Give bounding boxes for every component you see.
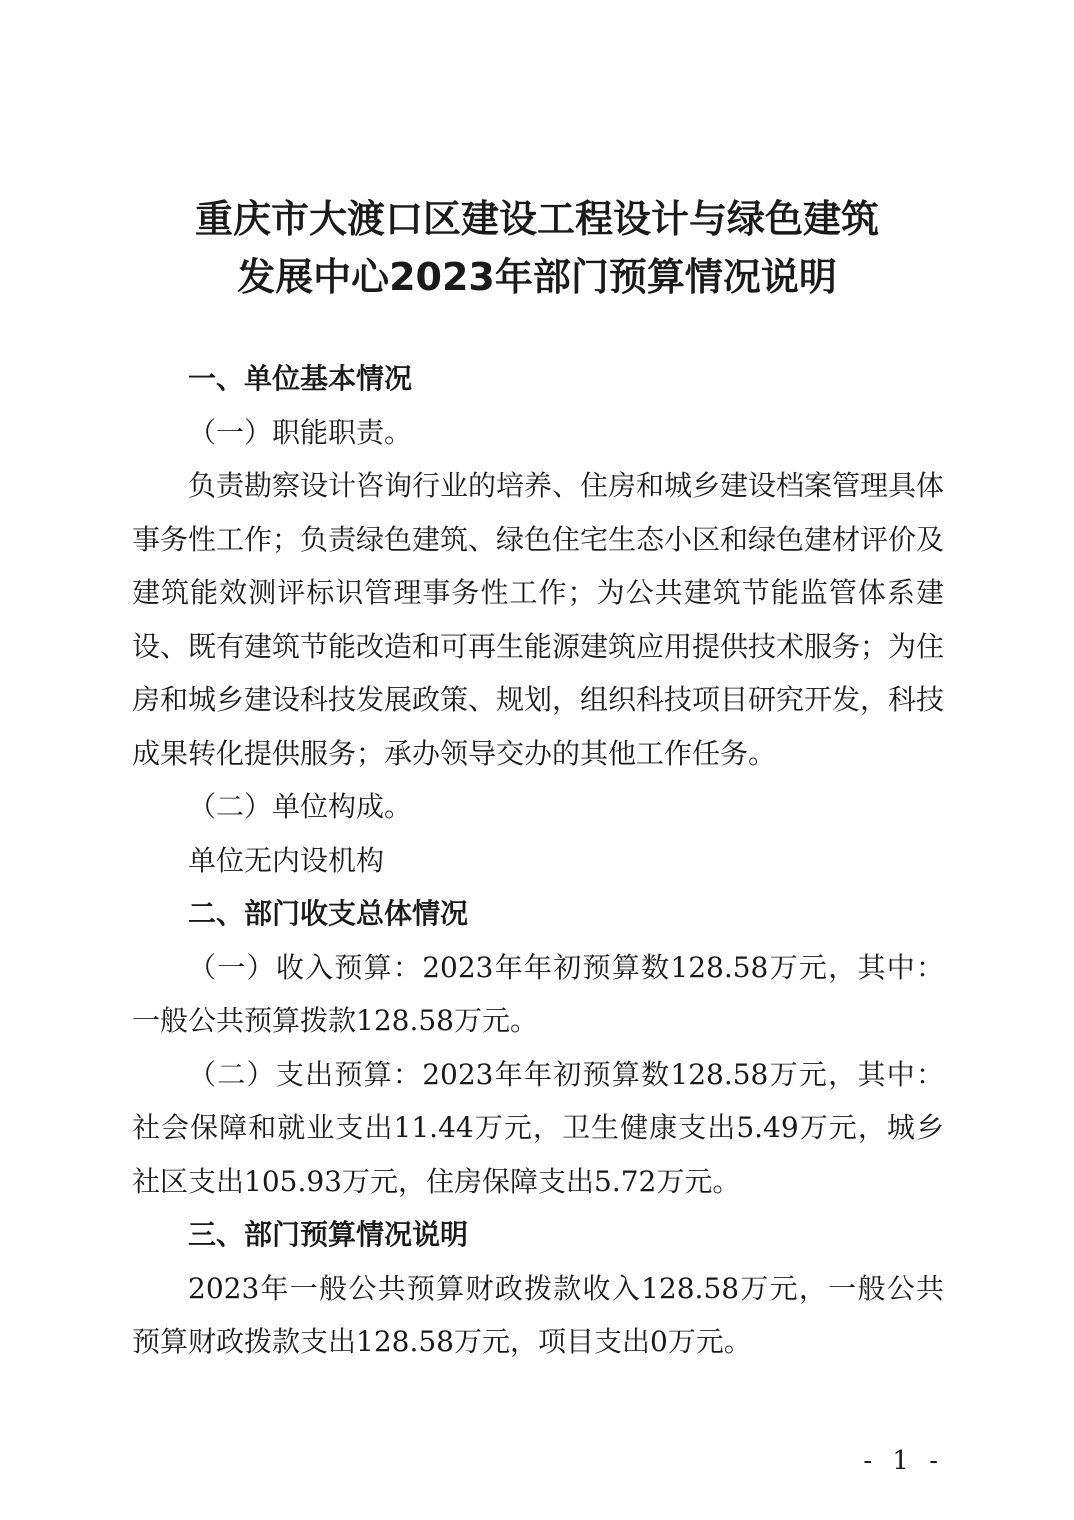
section-2-paragraph-2: （二）支出预算：2023年年初预算数128.58万元，其中：社会保障和就业支出11.44万元，卫生健康支出5.49万元，城乡社区支出105.93万元，住房保障支出5.72万元。 bbox=[132, 1057, 944, 1198]
section-1-paragraph-1: 负责勘察设计咨询行业的培养、住房和城乡建设档案管理具体事务性工作；负责绿色建筑、绿色住宅生态小区和绿色建材评价及建筑能效测评标识管理事务性工作；为公共建筑节能监管体系建设、既有建筑节能改造和可再生能源建筑应用提供技术服务；为住房和城乡建设科技发展政策、规划，组织科技项目研究开发，科技成果转化提供服务；承办领导交办的其他工作任务。 bbox=[132, 469, 945, 770]
section-1-paragraph-2: 单位无内设机构 bbox=[188, 843, 385, 877]
section-3-heading: 三、部门预算情况说明 bbox=[188, 1218, 469, 1251]
title-line-1: 重庆市大渡口区建设工程设计与绿色建筑 bbox=[194, 197, 879, 241]
section-3-paragraph-1: 2023年一般公共预算财政拨款收入128.58万元，一般公共预算财政拨款支出128.58万元，项目支出0万元。 bbox=[132, 1271, 944, 1358]
section-1-heading: 一、单位基本情况 bbox=[188, 362, 413, 395]
document-body bbox=[132, 352, 944, 1369]
document-title bbox=[100, 190, 974, 306]
page-number: - 1 - bbox=[863, 1446, 944, 1476]
section-2-paragraph-1: （一）收入预算：2023年年初预算数128.58万元，其中：一般公共预算拨款128.58万元。 bbox=[132, 950, 944, 1037]
section-2-heading: 二、部门收支总体情况 bbox=[188, 897, 469, 930]
section-1-subheading-1: （一）职能职责。 bbox=[188, 415, 413, 449]
title-line-2: 发展中心2023年部门预算情况说明 bbox=[237, 255, 837, 299]
section-1-subheading-2: （二）单位构成。 bbox=[188, 790, 413, 823]
